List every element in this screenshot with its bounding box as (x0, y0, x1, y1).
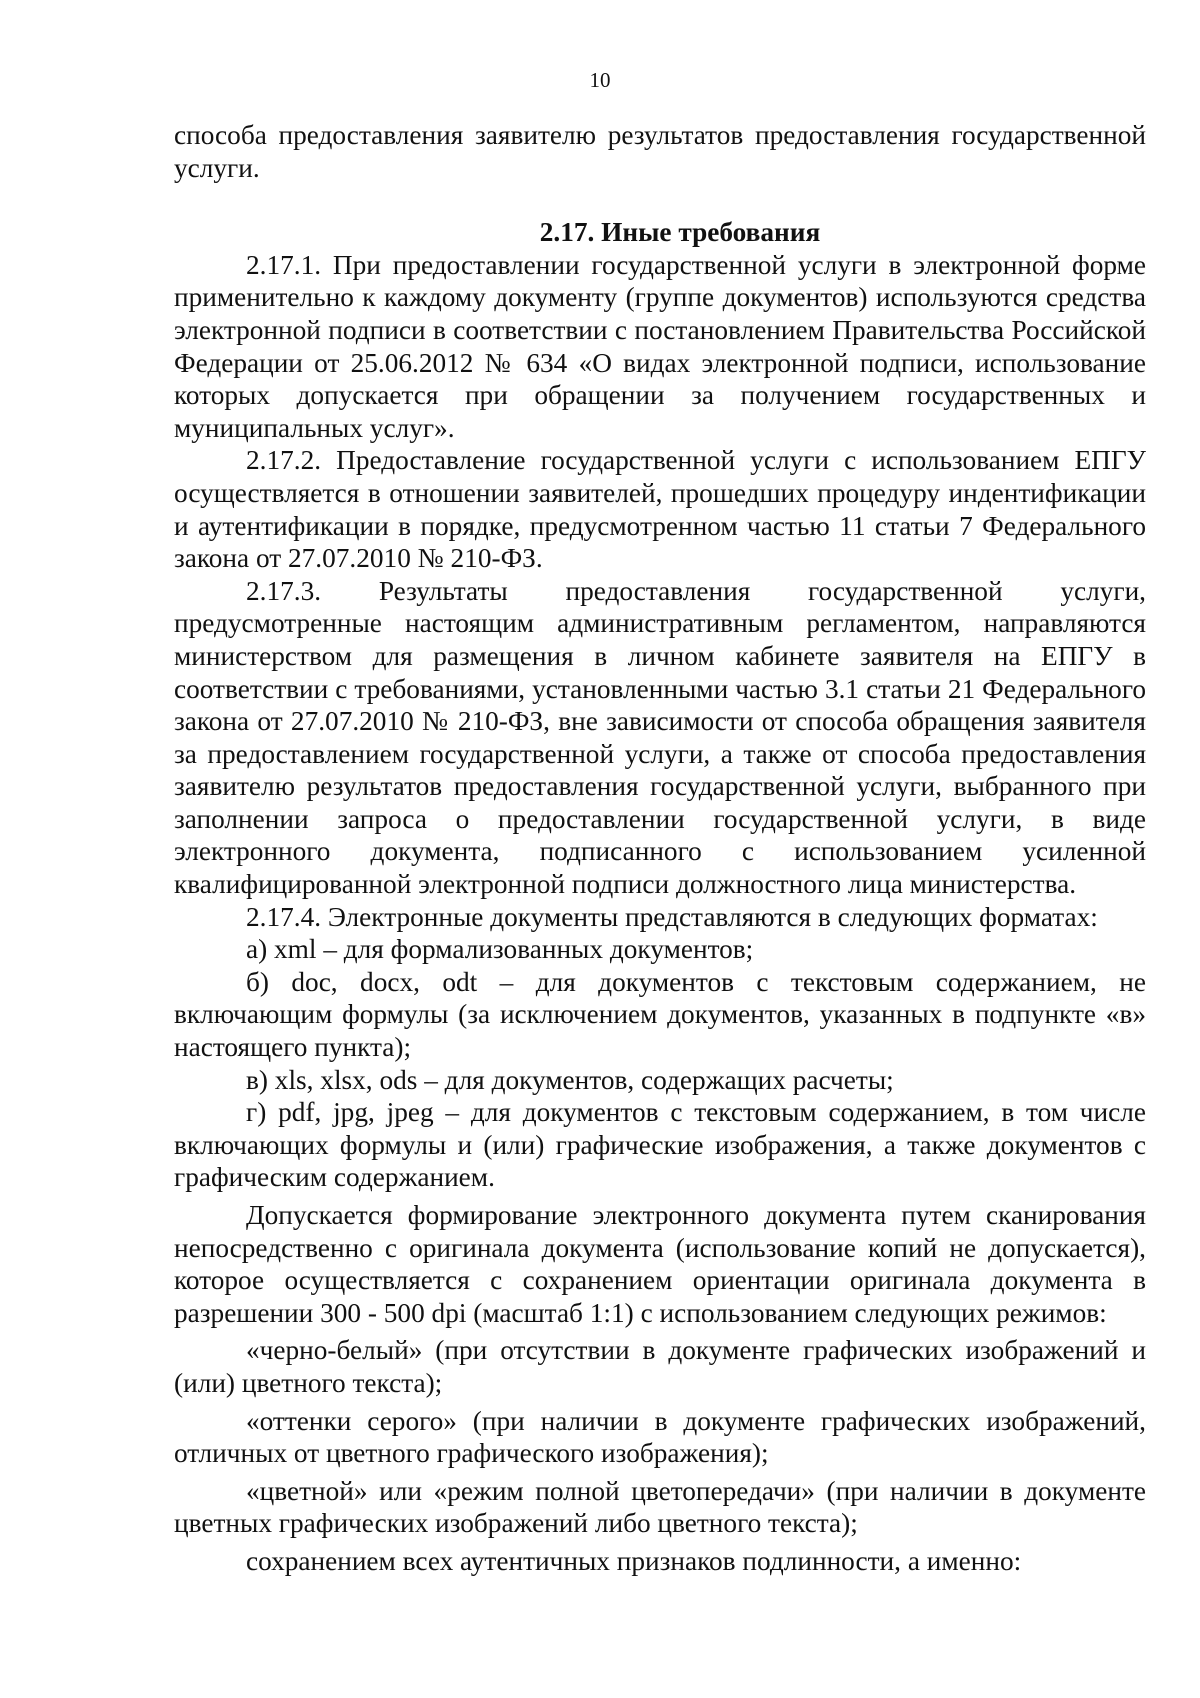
mode-color: «цветной» или «режим полной цветопередачи» (при наличии в документе цветных графических изображений либо цветного текста); (174, 1475, 1146, 1539)
paragraph-authenticity: сохранением всех аутентичных признаков подлинности, а именно: (246, 1545, 1022, 1576)
document-body (174, 119, 1146, 1578)
list-item-a: а) xml – для формализованных документов; (246, 934, 754, 965)
section-heading: 2.17. Иные требования (539, 217, 821, 248)
paragraph-2-17-1: 2.17.1. При предоставлении государственной услуги в электронной форме применительно к каждому документу (группе документов) используются средства электронной подписи в соответствии с постановлением Правительства Российской Федерации от 25.06.2012 № 634 «О видах электронной подписи, использование которых допускается при обращении за получением государственных и муниципальных услуг». (174, 249, 1146, 443)
paragraph-2-17-4: 2.17.4. Электронные документы представляются в следующих форматах: (246, 901, 1098, 932)
paragraph-scanning: Допускается формирование электронного документа путем сканирования непосредственно с оригинала документа (использование копий не допускается), которое осуществляется с сохранением ориентации оригинала документа в разрешении 300 - 500 dpi (масштаб 1:1) с использованием следующих режимов: (174, 1200, 1146, 1328)
page-number: 10 (589, 68, 611, 92)
mode-grayscale: «оттенки серого» (при наличии в документе графических изображений, отличных от цветного графического изображения); (174, 1405, 1146, 1469)
list-item-g: г) pdf, jpg, jpeg – для документов с текстовым содержанием, в том числе включающих формулы и (или) графические изображения, а также документов с графическим содержанием. (174, 1097, 1146, 1193)
list-item-v: в) xls, xlsx, ods – для документов, содержащих расчеты; (246, 1064, 894, 1095)
paragraph-2-17-2: 2.17.2. Предоставление государственной услуги с использованием ЕПГУ осуществляется в отношении заявителей, прошедших процедуру индентификации и аутентификации в порядке, предусмотренном частью 11 статьи 7 Федерального закона от 27.07.2010 № 210-ФЗ. (174, 445, 1146, 574)
paragraph-2-17-3: 2.17.3. Результаты предоставления государственной услуги, предусмотренные настоящим административным регламентом, направляются министерством для размещения в личном кабинете заявителя на ЕПГУ в соответствии с требованиями, установленными частью 3.1 статьи 21 Федерального закона от 27.07.2010 № 210-ФЗ, вне зависимости от способа обращения заявителя за предоставлением государственной услуги, а также от способа предоставления заявителю результатов предоставления государственной услуги, выбранного при заполнении запроса о предоставлении государственной услуги, в виде электронного документа, подписанного с использованием усиленной квалифицированной электронной подписи должностного лица министерства. (174, 575, 1146, 900)
lead-paragraph: способа предоставления заявителю результатов предоставления государственной услуги. (174, 120, 1146, 183)
list-item-b: б) doc, docx, odt – для документов с текстовым содержанием, не включающим формулы (за исключением документов, указанных в подпункте «в» настоящего пункта); (174, 966, 1146, 1063)
mode-black-white: «черно-белый» (при отсутствии в документе графических изображений и (или) цветного текста); (174, 1335, 1146, 1398)
